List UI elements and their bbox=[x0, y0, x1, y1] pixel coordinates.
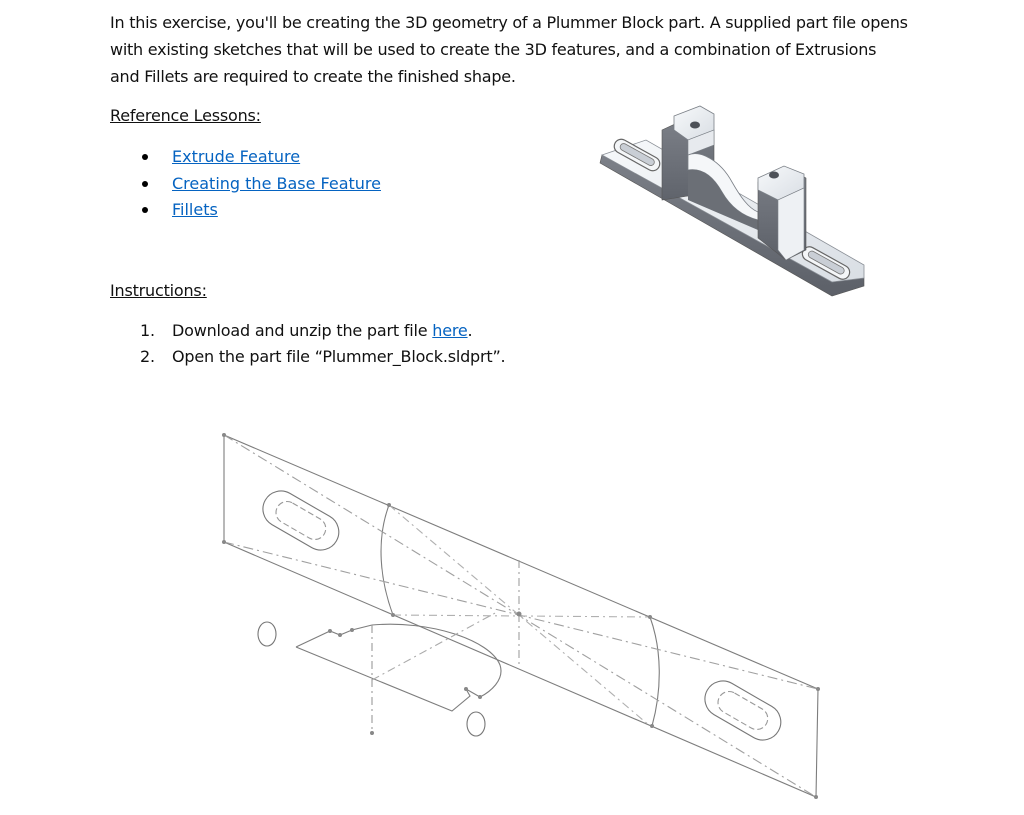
plummer-block-model-image bbox=[590, 100, 875, 300]
bullet-icon bbox=[142, 207, 148, 213]
instructions-list bbox=[140, 318, 505, 370]
reference-lessons-heading: Reference Lessons: bbox=[110, 106, 261, 125]
step-text: Download and unzip the part file bbox=[172, 321, 433, 340]
reference-lessons-list bbox=[140, 144, 381, 224]
step-number: 2. bbox=[140, 347, 155, 366]
intro-paragraph: In this exercise, you'll be creating the 3D geometry of a Plummer Block part. A supplied part file opens with existing sketches that will be used to create the 3D features, and a combination of Extrusions and Fillets are required to create the finished shape. bbox=[110, 13, 908, 86]
link-extrude-feature[interactable]: Extrude Feature bbox=[172, 147, 301, 166]
step-number: 1. bbox=[140, 321, 155, 340]
list-item bbox=[140, 344, 505, 370]
list-item bbox=[140, 197, 381, 224]
sketch-wireframe-image bbox=[215, 428, 825, 803]
list-item bbox=[140, 171, 381, 198]
bullet-icon bbox=[142, 154, 148, 160]
bullet-icon bbox=[142, 181, 148, 187]
step-text: Open the part file “Plummer_Block.sldprt”. bbox=[172, 347, 506, 366]
step-text-end: . bbox=[467, 321, 473, 340]
instructions-heading: Instructions: bbox=[110, 281, 207, 300]
list-item bbox=[140, 318, 505, 344]
download-here-link[interactable]: here bbox=[432, 321, 468, 340]
link-creating-base-feature[interactable]: Creating the Base Feature bbox=[172, 173, 381, 193]
link-fillets[interactable]: Fillets bbox=[172, 200, 218, 219]
list-item bbox=[140, 144, 381, 171]
